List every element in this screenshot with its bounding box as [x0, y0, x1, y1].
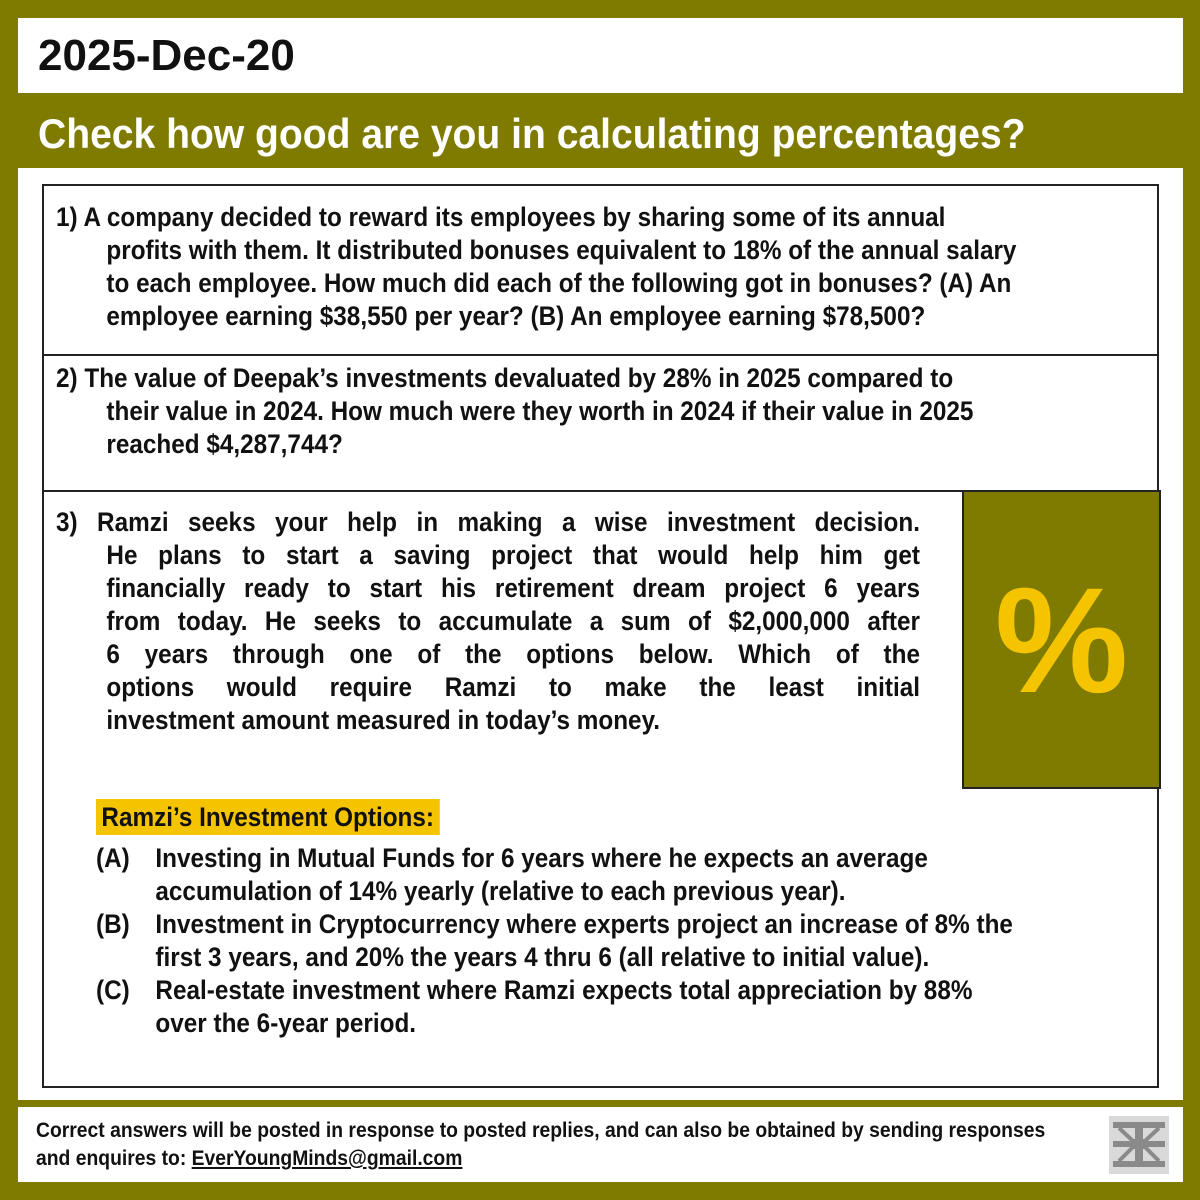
question-2-line: reached $4,287,744?: [106, 429, 343, 459]
question-3-line: from today. He seeks to accumulate a sum of $2,000,000 after: [106, 606, 920, 636]
option-line: accumulation of 14% yearly (relative to each previous year).: [155, 876, 846, 906]
footer-line-1: Correct answers will be posted in response to posted replies, and can also be obtained by sending responses: [36, 1119, 1046, 1142]
question-3-box: [42, 490, 1159, 1088]
question-3-line: options would require Ramzi to make the least initial: [106, 672, 920, 702]
option-text: [155, 908, 1013, 974]
footer: [18, 1107, 1183, 1182]
question-3-line: financially ready to start his retirement dream project 6 years: [106, 573, 920, 603]
question-3-text: [56, 506, 920, 737]
option-text: [155, 974, 972, 1040]
question-3-line: 6 years through one of the options below. Which of the: [106, 639, 920, 669]
question-1-box: [42, 184, 1159, 356]
footer-line-2-prefix: and enquires to:: [36, 1147, 192, 1170]
question-1-line: profits with them. It distributed bonuses equivalent to 18% of the annual salary: [106, 235, 1017, 265]
investment-options-title: Ramzi’s Investment Options:: [96, 799, 439, 835]
questions-panel: [18, 168, 1183, 1100]
question-2-line: 2) The value of Deepak’s investments devaluated by 28% in 2025 compared to: [56, 363, 954, 393]
investment-option-b: [96, 908, 1013, 974]
question-2-text: [56, 362, 973, 461]
option-line: Investment in Cryptocurrency where experts project an increase of 8% the: [155, 909, 1013, 939]
question-1-line: to each employee. How much did each of the following got in bonuses? (A) An: [106, 268, 1012, 298]
footer-line-2: [36, 1145, 1045, 1173]
option-tag: (A): [96, 843, 130, 873]
question-2-line: their value in 2024. How much were they worth in 2024 if their value in 2025: [106, 396, 974, 426]
option-tag: (C): [96, 975, 130, 1005]
option-line: Investing in Mutual Funds for 6 years where he expects an average: [155, 843, 928, 873]
investment-option-a: [96, 842, 1013, 908]
question-2-box: [42, 354, 1159, 492]
option-text: [155, 842, 927, 908]
question-1-line: employee earning $38,550 per year? (B) An employee earning $78,500?: [106, 301, 926, 331]
question-3-line: investment amount measured in today’s money.: [106, 705, 661, 735]
email-link[interactable]: EverYoungMinds@gmail.com: [191, 1147, 463, 1170]
footer-text: [36, 1117, 1045, 1173]
question-3-line: 3) Ramzi seeks your help in making a wise investment decision.: [56, 507, 920, 537]
question-1-text: [56, 201, 1016, 333]
option-line: first 3 years, and 20% the years 4 thru 6 (all relative to initial value).: [155, 942, 930, 972]
investment-option-c: [96, 974, 1013, 1040]
percent-graphic: [962, 490, 1161, 789]
investment-options-list: [96, 842, 1013, 1040]
option-line: over the 6-year period.: [155, 1008, 417, 1038]
date-title: 2025-Dec-20: [18, 18, 1183, 93]
option-line: Real-estate investment where Ramzi expects total appreciation by 88%: [155, 975, 973, 1005]
page-headline: Check how good are you in calculating percentages?: [38, 110, 1026, 157]
ever-young-minds-logo-icon: [1109, 1116, 1169, 1174]
question-3-line: He plans to start a saving project that would help him get: [106, 540, 920, 570]
option-tag: (B): [96, 909, 130, 939]
percent-icon: %: [994, 555, 1129, 724]
question-1-line: 1) A company decided to reward its employees by sharing some of its annual: [56, 202, 946, 232]
